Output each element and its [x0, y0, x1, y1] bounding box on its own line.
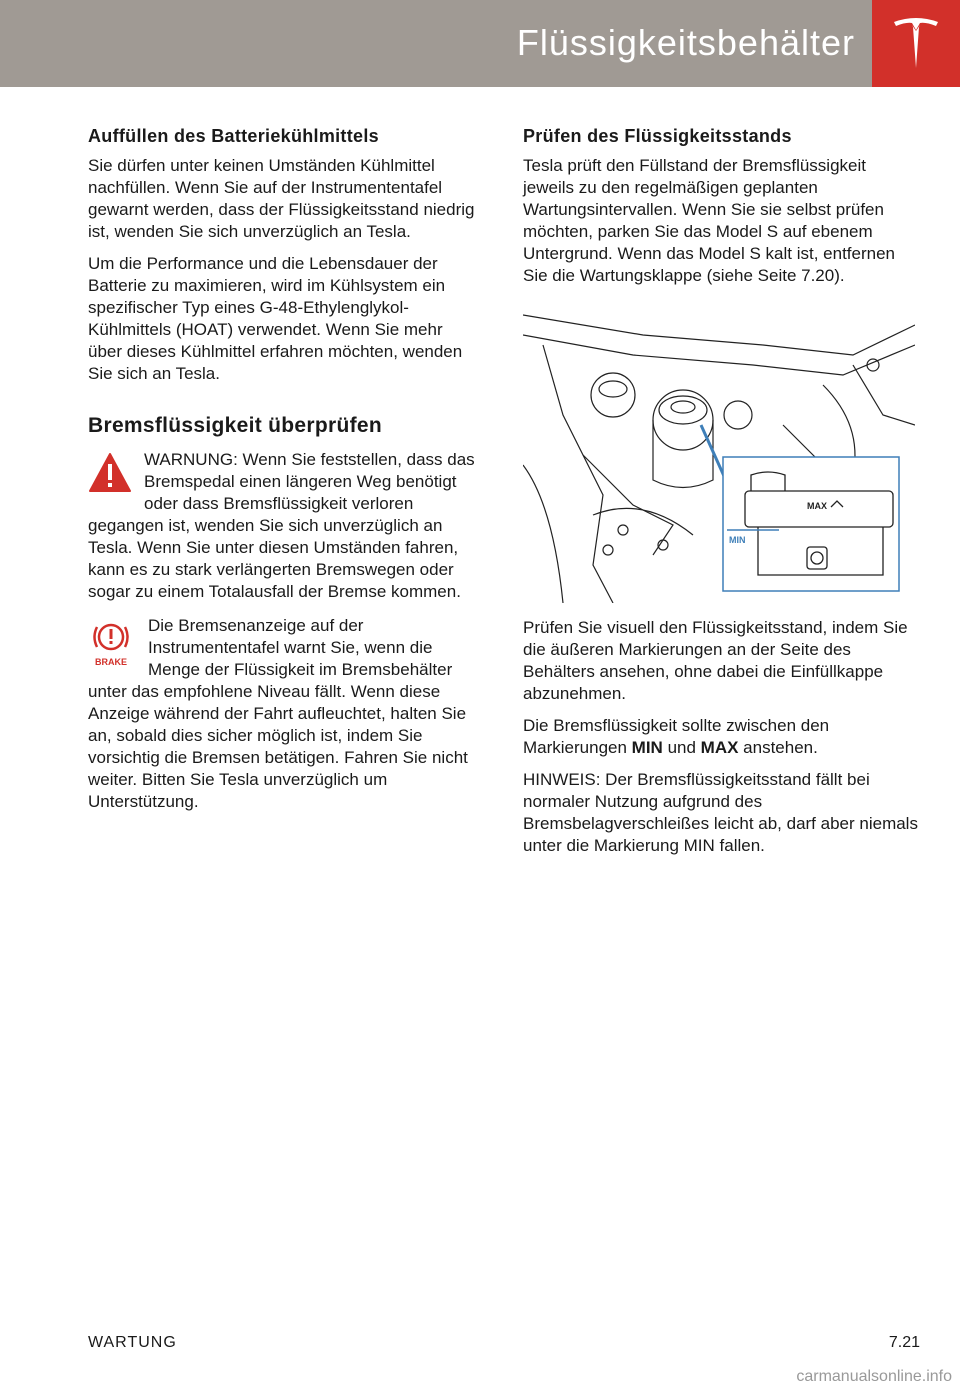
right-column: [523, 125, 918, 867]
check-p3-text-mid: und: [662, 738, 701, 757]
coolant-paragraph-1: Sie dürfen unter keinen Umständen Kühlmittel nachfüllen. Wenn Sie auf der Instrumententafel gewarnt werden, dass der Flüssigkeitsstand niedrig ist, wenden Sie sich unverzüglich an Tesla.: [88, 156, 475, 241]
check-paragraph-2: Prüfen Sie visuell den Flüssigkeitsstand, indem Sie die äußeren Markierungen an der Seite des Behälters ansehen, ohne dabei die Einfüllkappe abzunehmen.: [523, 618, 908, 703]
check-p3-text-end: anstehen.: [738, 738, 818, 757]
coolant-paragraph-2: Um die Performance und die Lebensdauer der Batterie zu maximieren, wird im Kühlsystem ein spezifischer Typ eines G-48-Ethylenglykol-Kühlmittels (HOAT) verwendet. Wenn Sie mehr über dieses Kühlmittel erfahren möchten, wenden Sie sich an Tesla.: [88, 254, 463, 383]
tesla-logo-icon: [872, 0, 960, 87]
min-marker-text: MIN: [631, 738, 663, 757]
brake-warning-icon: [88, 619, 134, 669]
max-marker-text: MAX: [700, 738, 739, 757]
warning-text: WARNUNG: Wenn Sie feststellen, dass das Bremspedal einen längeren Weg benötigt oder dass Bremsflüssigkeit verloren gegangen ist, wenden Sie sich unverzüglich an Tesla. Wenn Sie unter diesen Umständen fahren, kann es zu stark verlängerten Bremswegen oder sogar zu einem Totalausfall der Bremse kommen.: [88, 450, 475, 601]
left-column: [88, 125, 480, 823]
header-bar: [0, 0, 960, 87]
warning-triangle-icon: [88, 451, 132, 495]
warning-block: [88, 449, 480, 603]
section-heading-brake-fluid: Bremsflüssigkeit überprüfen: [88, 414, 382, 437]
figure-max-label: MAX: [807, 501, 827, 511]
brake-label: BRAKE: [94, 657, 128, 667]
brake-indicator-block: [88, 615, 480, 813]
check-p3-text-a: Die Bremsflüssigkeit sollte zwischen den Markierungen: [523, 716, 830, 757]
logo-box: [872, 0, 960, 87]
footer-page-number: 7.21: [888, 1334, 920, 1351]
figure-min-label: MIN: [729, 535, 746, 545]
brake-indicator-text: Die Bremsenanzeige auf der Instrumententafel warnt Sie, wenn die Menge der Flüssigkeit im Bremsbehälter unter das empfohlene Niveau fällt. Wenn diese Anzeige während der Fahrt aufleuchtet, halten Sie an, sobald dies sicher möglich ist, indem Sie vorsichtig die Bremsen betätigen. Fahren Sie nicht weiter. Bitten Sie Tesla unverzüglich um Unterstützung.: [88, 616, 468, 811]
watermark: carmanualsonline.info: [796, 1368, 952, 1385]
engine-bay-illustration: [523, 305, 915, 603]
page-title: Flüssigkeitsbehälter: [516, 22, 855, 63]
brake-reservoir-figure: [523, 305, 915, 603]
check-paragraph-1: Tesla prüft den Füllstand der Bremsflüssigkeit jeweils zu den regelmäßigen geplanten Wartungsintervallen. Wenn Sie sie selbst prüfen möchten, parken Sie das Model S auf ebenem Untergrund. Wenn das Model S kalt ist, entfernen Sie die Wartungsklappe (siehe Seite 7.20).: [523, 156, 895, 285]
check-paragraph-3: [523, 715, 918, 759]
footer-section: WARTUNG: [88, 1334, 177, 1351]
section-heading-check-level: Prüfen des Flüssigkeitsstands: [523, 126, 792, 146]
note-text: HINWEIS: Der Bremsflüssigkeitsstand fällt bei normaler Nutzung aufgrund des Bremsbelagverschleißes leicht ab, darf aber niemals unter die Markierung MIN fallen.: [523, 770, 918, 855]
section-heading-coolant: Auffüllen des Batteriekühlmittels: [88, 126, 379, 146]
